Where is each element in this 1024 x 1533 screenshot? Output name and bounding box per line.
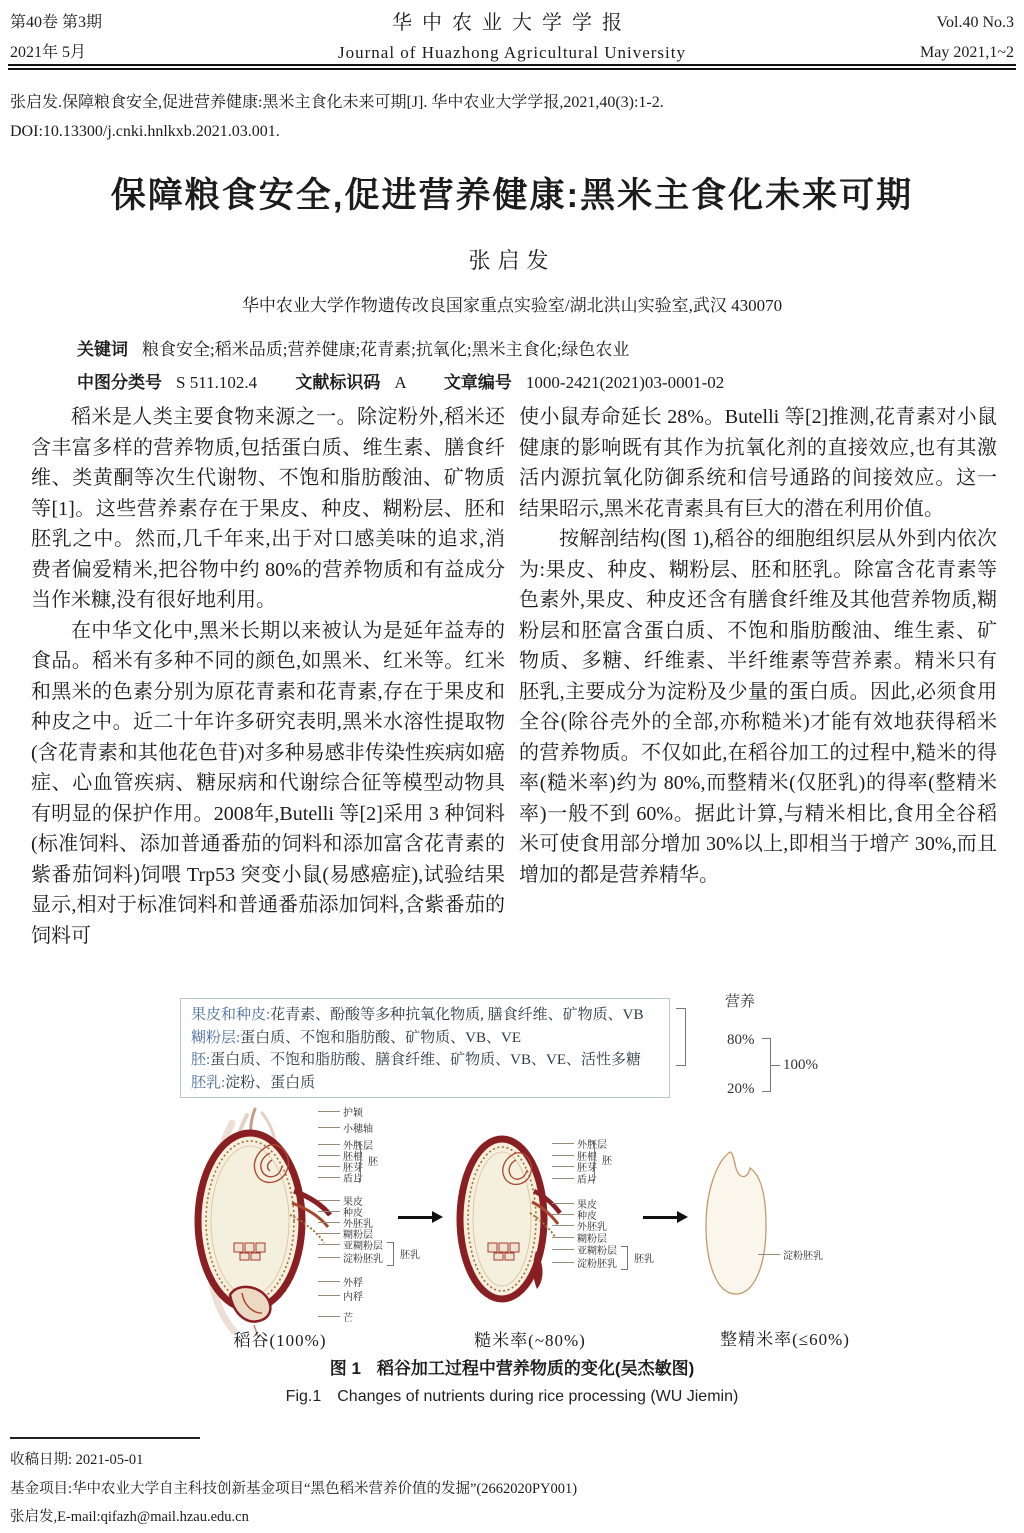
date-cn: 2021年 5月	[10, 44, 87, 61]
nutrient-row	[191, 1027, 659, 1050]
citation-block	[10, 88, 1014, 146]
grain-part-label: 亚糊粉层	[552, 1246, 617, 1257]
grain-caption: 糙米率(~80%)	[474, 1331, 586, 1350]
contact-email-line: 张启发,E-mail:qifazh@mail.hzau.edu.cn	[10, 1509, 249, 1525]
paragraph: 使小鼠寿命延长 28%。Butelli 等[2]推测,花青素对小鼠健康的影响既有其作为抗氧化剂的直接效应,也有其激活内源抗氧化防御系统和信号通路的间接效应。这一结果昭示,黑米花青素具有巨大的潜在利用价值。	[519, 406, 997, 520]
scale-title: 营养	[725, 994, 756, 1010]
layer-nutrients: 花青素、酚酸等多种抗氧化物质, 膳食纤维、矿物质、VB	[270, 1007, 644, 1023]
grain-part-label: 胚根	[318, 1152, 363, 1163]
grain-part-label: 果皮	[552, 1200, 597, 1211]
funding-label: 基金项目:	[10, 1481, 73, 1497]
layer-nutrients: 蛋白质、不饱和脂肪酸、矿物质、VB、VE	[240, 1029, 522, 1046]
grain-part-label: 淀粉胚乳	[758, 1251, 823, 1262]
grain-part-label: 外胚乳	[318, 1219, 373, 1230]
nutrient-row	[191, 1072, 659, 1095]
process-arrow-line	[643, 1216, 677, 1219]
process-arrow-head	[432, 1211, 443, 1223]
figure-caption-cn-text: 稻谷加工过程中营养物质的变化(吴杰敏图)	[376, 1359, 695, 1378]
layer-name: 果皮和种皮:	[191, 1007, 271, 1023]
grain-part-label: 糊粉层	[552, 1234, 607, 1245]
doi-line: DOI:10.13300/j.cnki.hnlkxb.2021.03.001.	[10, 123, 280, 140]
figure-caption-cn-label: 图 1	[329, 1359, 361, 1378]
received-date-value: 2021-05-01	[75, 1452, 144, 1468]
embryo-bracket-label: 胚	[368, 1157, 378, 1168]
figure-1	[0, 988, 1024, 1350]
nutrient-box	[180, 998, 670, 1098]
grain-part-label: 外胚乳	[552, 1222, 607, 1233]
layer-name: 糊粉层:	[191, 1029, 241, 1046]
classification-line	[77, 368, 724, 393]
grain-part-label: 盾片	[552, 1175, 597, 1186]
keywords-line	[77, 335, 629, 360]
endosperm-bracket-label: 胚乳	[400, 1250, 420, 1261]
journal-title-cn: 华中农业大学学报	[392, 12, 632, 34]
process-arrow-line	[398, 1216, 432, 1219]
grain-part-label: 胚芽	[552, 1163, 597, 1174]
endosperm-bracket	[621, 1246, 628, 1270]
doc-code-label: 文献标识码	[295, 373, 381, 392]
grain-part-label: 糊粉层	[318, 1230, 373, 1241]
grain-part-label: 种皮	[318, 1208, 363, 1219]
grain-part-label: 盾片	[318, 1174, 363, 1185]
article-title: 保障粮食安全,促进营养健康:黑米主食化未来可期	[110, 176, 914, 215]
volume-issue-cn: 第40卷 第3期	[10, 14, 103, 31]
article-no-value: 1000-2421(2021)03-0001-02	[525, 373, 725, 392]
body-right-column	[519, 402, 997, 890]
grain-part-label: 亚糊粉层	[318, 1241, 383, 1252]
header-right	[920, 8, 1014, 68]
received-date-line	[10, 1446, 143, 1474]
grain-part-label: 小穗轴	[318, 1124, 373, 1135]
embryo-bracket	[588, 1141, 595, 1181]
funding-value: 华中农业大学自主科技创新基金项目“黑色稻米营养价值的发掘”(2662020PY001)	[72, 1481, 578, 1497]
doc-code-value: A	[394, 373, 406, 392]
received-date-label: 收稿日期:	[10, 1452, 73, 1468]
grain-part-label: 外胚层	[552, 1140, 607, 1151]
date-en: May 2021,1~2	[920, 44, 1014, 61]
grain-part-label: 护颖	[318, 1108, 363, 1119]
keywords-label: 关键词	[77, 340, 128, 359]
citation-line: 张启发.保障粮食安全,促进营养健康:黑米主食化未来可期[J]. 华中农业大学学报,2021,40(3):1-2.	[10, 94, 664, 111]
embryo-bracket	[354, 1142, 361, 1182]
layer-name: 胚:	[191, 1052, 211, 1068]
grain-part-label: 内稃	[318, 1292, 363, 1303]
paragraph: 稻米是人类主要食物来源之一。除淀粉外,稻米还含丰富多样的营养物质,包括蛋白质、维生素、膳食纤维、类黄酮等次生代谢物、不饱和脂肪酸油、矿物质等[1]。这些营养素存在于果皮、种皮、糊粉层、胚和胚乳之中。然而,几千年来,出于对口感美味的追求,消费者偏爱精米,把谷物中约 80%的营养物质和有益成分当作米糠,没有很好地利用。	[31, 406, 505, 611]
nutrient-row	[191, 1049, 659, 1072]
grain-part-label: 胚芽	[318, 1163, 363, 1174]
endosperm-bracket	[387, 1242, 394, 1266]
scale-mid-tick	[771, 1065, 780, 1066]
scale-bracket	[762, 1038, 771, 1092]
paddy-rice-illustration	[172, 1103, 332, 1338]
volume-issue-en: Vol.40 No.3	[936, 14, 1014, 31]
scale-total-value: 100%	[783, 1057, 818, 1073]
brown-rice-illustration	[450, 1131, 565, 1311]
process-arrow-head	[677, 1211, 688, 1223]
grain-part-label: 外胚层	[318, 1141, 373, 1152]
header-divider	[8, 64, 1016, 70]
clc-label: 中图分类号	[77, 373, 162, 392]
funding-line	[10, 1475, 577, 1503]
grain-part-label: 外稃	[318, 1278, 363, 1289]
footnote-divider	[10, 1437, 200, 1439]
paragraph: 在中华文化中,黑米长期以来被认为是延年益寿的食品。稻米有多种不同的颜色,如黑米、红米等。红米和黑米的色素分别为原花青素和花青素,存在于果皮和种皮之中。近二十年许多研究表明,黑米水溶性提取物(含花青素和其他花色苷)对多种易感非传染性疾病如癌症、心血管疾病、糖尿病和代谢综合征等模型动物具有明显的保护作用。2008年,Butelli 等[2]采用 3 种饲料(标准饲料、添加普通番茄的饲料和添加富含花青素的紫番茄饲料)饲喂 Trp53 突变小鼠(易感癌症),试验结果显示,相对于标准饲料和普通番茄添加饲料,含紫番茄的饲料可	[31, 619, 505, 947]
keywords-text: 粮食安全;稻米品质;营养健康;花青素;抗氧化;黑米主食化;绿色农业	[142, 340, 630, 359]
journal-title-en: Journal of Huazhong Agricultural University	[338, 43, 686, 62]
layer-name: 胚乳:	[191, 1074, 226, 1091]
body-left-column	[31, 402, 505, 951]
figure-caption-cn	[0, 1354, 1024, 1379]
article-no-label: 文章编号	[443, 373, 512, 392]
layer-nutrients: 蛋白质、不饱和脂肪酸、膳食纤维、矿物质、VB、VE、活性多糖	[210, 1052, 642, 1068]
header-center	[0, 8, 1024, 68]
milled-rice-illustration	[702, 1148, 782, 1298]
scale-top-value: 80%	[727, 1032, 755, 1048]
grain-part-label: 淀粉胚乳	[318, 1254, 383, 1265]
figure-caption-en-label: Fig.1	[285, 1388, 322, 1405]
scale-bottom-value: 20%	[727, 1081, 755, 1097]
grain-part-label: 果皮	[318, 1197, 363, 1208]
endosperm-bracket-label: 胚乳	[634, 1254, 654, 1265]
article-author: 张启发	[468, 248, 556, 273]
box-bracket	[676, 1008, 686, 1066]
paragraph: 按解剖结构(图 1),稻谷的细胞组织层从外到内依次为:果皮、种皮、糊粉层、胚和胚乳。除富含花青素等色素外,果皮、种皮还含有膳食纤维及其他营养物质,糊粉层和胚富含蛋白质、不饱和脂肪酸油、维生素、矿物质、多糖、纤维素、半纤维素等营养素。精米只有胚乳,主要成分为淀粉及少量的蛋白质。因此,必须食用全谷(除谷壳外的全部,亦称糙米)才能有效地获得稻米的营养物质。不仅如此,在稻谷加工的过程中,糙米的得率(糙米率)约为 80%,而整精米(仅胚乳)的得率(整精米率)一般不到 60%。据此计算,与精米相比,食用全谷稻米可使食用部分增加 30%以上,即相当于增产 30%,而且增加的都是营养精华。	[519, 528, 997, 886]
grain-part-label: 淀粉胚乳	[552, 1259, 617, 1270]
embryo-bracket-label: 胚	[602, 1156, 612, 1167]
grain-caption: 稻谷(100%)	[233, 1331, 327, 1350]
article-affiliation: 华中农业大学作物遗传改良国家重点实验室/湖北洪山实验室,武汉 430070	[241, 296, 783, 315]
layer-nutrients: 淀粉、蛋白质	[225, 1074, 316, 1091]
grain-part-label: 芒	[318, 1313, 353, 1324]
grain-part-label: 胚根	[552, 1152, 597, 1163]
figure-caption-en	[0, 1388, 1024, 1406]
grain-caption: 整精米率(≤60%)	[720, 1330, 850, 1349]
nutrient-row	[191, 1004, 659, 1027]
grain-part-label: 种皮	[552, 1211, 597, 1222]
clc-value: S 511.102.4	[176, 373, 258, 392]
figure-caption-en-text: Changes of nutrients during rice processing (WU Jiemin)	[337, 1388, 739, 1405]
